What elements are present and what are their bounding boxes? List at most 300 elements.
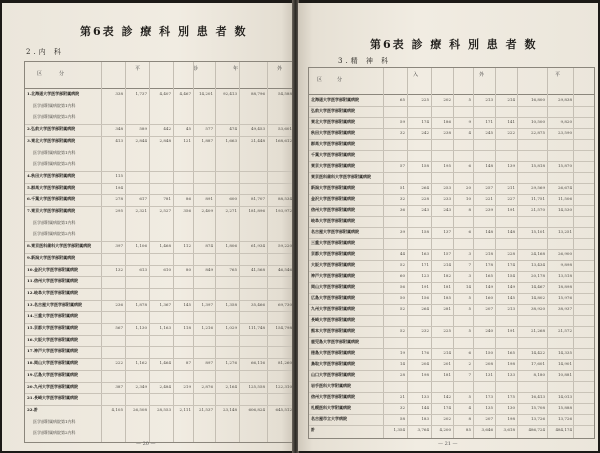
table-cell: 474 bbox=[229, 126, 237, 132]
table-cell: 264 bbox=[421, 306, 429, 311]
row-label: 10.金沢大学医学部附属病院 bbox=[27, 266, 78, 272]
row-label: 17.神戸大学医学部附属病院 bbox=[27, 348, 78, 354]
header-label: 外 bbox=[479, 72, 485, 78]
table-cell bbox=[103, 254, 123, 261]
table-cell bbox=[432, 338, 451, 345]
header-label: 分 bbox=[337, 77, 343, 83]
table-cell: 191 bbox=[421, 284, 429, 289]
table-cell bbox=[216, 219, 237, 226]
table-cell: 157 bbox=[443, 251, 451, 256]
table-cell: 56 bbox=[399, 284, 405, 289]
table-cell: 32 bbox=[399, 130, 405, 135]
table-cell bbox=[385, 173, 405, 180]
table-cell: 15,870 bbox=[558, 163, 572, 168]
table-cell bbox=[150, 418, 171, 425]
table-cell: 765 bbox=[229, 266, 237, 272]
row-label: 弘前大学医学部附属病院 bbox=[311, 108, 355, 113]
header-label: 平 bbox=[135, 66, 141, 72]
table-cell bbox=[150, 429, 171, 436]
table-cell bbox=[126, 336, 147, 343]
header-label: 区 bbox=[37, 71, 43, 77]
table-cell: 44 bbox=[399, 251, 405, 256]
table-cell: 213 bbox=[485, 97, 493, 102]
table-row bbox=[25, 371, 292, 378]
row-label: 9.新潟大学医学部附属病院 bbox=[27, 254, 76, 260]
table-row bbox=[25, 125, 292, 132]
table-cell: 218 bbox=[485, 251, 493, 256]
table-cell bbox=[150, 160, 171, 167]
table-cell bbox=[150, 172, 171, 179]
table-cell: 18,898 bbox=[558, 284, 572, 289]
table-cell bbox=[194, 394, 213, 401]
table-cell bbox=[474, 338, 493, 345]
table-cell bbox=[240, 418, 265, 425]
table-cell: 181 bbox=[443, 372, 451, 377]
table-cell: 15,976 bbox=[558, 295, 572, 300]
table-cell: 15,101 bbox=[531, 229, 545, 234]
table-row bbox=[25, 336, 292, 343]
table-cell bbox=[385, 382, 405, 389]
table-row bbox=[309, 261, 594, 268]
table-cell: 168,612 bbox=[275, 137, 292, 143]
table-row bbox=[25, 184, 292, 191]
table-cell: 2,848 bbox=[159, 137, 171, 143]
table-cell bbox=[408, 239, 429, 246]
table-cell: 204 bbox=[421, 361, 429, 366]
table-cell bbox=[126, 219, 147, 226]
table-cell bbox=[194, 149, 213, 156]
table-cell: 4,467 bbox=[179, 91, 191, 96]
row-label: 信州大学医学部附属病院 bbox=[311, 207, 355, 212]
table-cell: 16,413 bbox=[531, 394, 545, 399]
table-cell: 88,534 bbox=[278, 196, 292, 202]
table-cell: 50 bbox=[399, 295, 405, 300]
table-cell: 165 bbox=[507, 350, 515, 355]
table-cell: 2,349 bbox=[135, 383, 147, 389]
table-row bbox=[309, 327, 594, 334]
table-row bbox=[309, 206, 594, 213]
table-cell bbox=[268, 347, 292, 354]
row-label: 5.群馬大学医学部附属病院 bbox=[27, 184, 76, 190]
table-row bbox=[309, 217, 594, 224]
table-cell: 59 bbox=[399, 119, 405, 124]
table-cell: 281 bbox=[443, 306, 451, 311]
table-cell: 52 bbox=[399, 328, 405, 333]
table-cell: 1,468 bbox=[159, 243, 171, 249]
table-cell: 21,572 bbox=[558, 328, 572, 333]
table-cell: 1,130 bbox=[135, 325, 147, 330]
table-cell: 139 bbox=[507, 163, 515, 168]
header-label: 分 bbox=[59, 71, 65, 77]
table-row bbox=[25, 195, 292, 202]
table-cell bbox=[103, 371, 123, 378]
row-label: 医学部附属病院第1内科 bbox=[33, 102, 76, 108]
row-label: 秋田大学医学部附属病院 bbox=[311, 130, 355, 135]
table-cell bbox=[240, 172, 265, 179]
table-row bbox=[25, 406, 292, 413]
table-cell: 236 bbox=[115, 301, 123, 307]
table-row bbox=[25, 242, 292, 249]
table-cell: 133 bbox=[421, 394, 429, 399]
table-cell: 21,537 bbox=[199, 406, 213, 412]
table-cell: 15,708 bbox=[531, 405, 545, 410]
table-cell: 15,888 bbox=[558, 405, 572, 410]
table-cell: 6 bbox=[468, 229, 471, 234]
table-cell bbox=[126, 418, 147, 425]
row-label: 群馬大学医学部附属病院 bbox=[311, 141, 355, 146]
row-label: 医学部附属病院第2内科 bbox=[33, 430, 76, 436]
table-cell: 1,367 bbox=[159, 301, 171, 307]
table-cell: 1,276 bbox=[225, 360, 237, 366]
row-label: 21.長崎大学医学部附属病院 bbox=[27, 395, 78, 401]
table-cell bbox=[548, 239, 572, 246]
row-label: 鳥取大学医学部附属病院 bbox=[311, 361, 355, 366]
header-label: 診 bbox=[193, 66, 199, 72]
table-cell bbox=[194, 347, 213, 354]
table-row bbox=[309, 305, 594, 312]
table-cell: 92,413 bbox=[223, 91, 237, 96]
table-cell: 118 bbox=[183, 325, 191, 330]
table-cell bbox=[432, 382, 451, 389]
row-label: 信州大学医学部附属病院 bbox=[311, 394, 355, 399]
table-cell: 243 bbox=[443, 207, 451, 212]
left-page-subtitle: 2.内 科 bbox=[26, 48, 64, 56]
table-cell: 52 bbox=[399, 262, 405, 267]
table-cell: 150 bbox=[485, 350, 493, 355]
table-cell bbox=[216, 312, 237, 319]
row-label: 大阪大学医学部附属病院 bbox=[311, 262, 355, 267]
table-cell: 148 bbox=[485, 163, 493, 168]
table-cell: 577 bbox=[205, 126, 213, 132]
table-cell: 891 bbox=[205, 196, 213, 202]
table-cell bbox=[103, 336, 123, 343]
table-cell bbox=[126, 312, 147, 319]
table-cell bbox=[518, 382, 545, 389]
table-cell: 253 bbox=[443, 185, 451, 190]
table-cell: 6 bbox=[468, 350, 471, 355]
table-cell bbox=[194, 172, 213, 179]
table-cell: 133 bbox=[507, 372, 515, 377]
table-cell: 7 bbox=[468, 372, 471, 377]
table-row bbox=[25, 312, 292, 319]
table-cell bbox=[216, 149, 237, 156]
table-cell bbox=[174, 289, 191, 296]
table-cell bbox=[194, 429, 213, 436]
row-label: 岩手医科大学附属病院 bbox=[311, 383, 351, 388]
table-row bbox=[25, 324, 292, 331]
table-cell: 141 bbox=[507, 119, 515, 124]
table-cell: 14 bbox=[399, 361, 405, 366]
table-cell: 606,824 bbox=[248, 406, 265, 412]
table-cell: 14,802 bbox=[531, 295, 545, 300]
table-cell bbox=[103, 219, 123, 226]
table-cell: 257 bbox=[485, 185, 493, 190]
table-cell: 278 bbox=[115, 196, 123, 202]
table-row bbox=[309, 239, 594, 246]
table-cell: 5 bbox=[468, 328, 471, 333]
table-cell: 232 bbox=[421, 328, 429, 333]
table-cell bbox=[432, 151, 451, 158]
table-cell: 7 bbox=[468, 262, 471, 267]
table-cell bbox=[518, 217, 545, 224]
table-cell bbox=[150, 371, 171, 378]
table-cell: 22,875 bbox=[531, 130, 545, 135]
table-cell: 617 bbox=[139, 196, 147, 202]
row-label: 北海道大学医学部附属病院 bbox=[311, 97, 359, 102]
table-cell bbox=[216, 160, 237, 167]
table-cell: 228 bbox=[421, 196, 429, 201]
table-row bbox=[25, 219, 292, 226]
table-cell bbox=[496, 173, 515, 180]
table-cell: 149 bbox=[507, 284, 515, 289]
table-cell bbox=[240, 149, 265, 156]
table-cell: 2,271 bbox=[225, 208, 237, 213]
table-cell bbox=[216, 102, 237, 109]
row-label: 14.三重大学医学部附属病院 bbox=[27, 313, 78, 319]
table-cell: 121 bbox=[183, 137, 191, 143]
row-label: 医学部附属病院第1内科 bbox=[33, 219, 76, 225]
table-cell bbox=[126, 102, 147, 109]
table-cell: 3,764 bbox=[417, 427, 429, 432]
table-cell bbox=[240, 347, 265, 354]
row-label: 新潟大学医学部附属病院 bbox=[311, 185, 355, 190]
table-cell bbox=[240, 230, 265, 237]
table-cell bbox=[150, 289, 171, 296]
table-cell: 219 bbox=[183, 383, 191, 389]
table-cell: 154,798 bbox=[275, 325, 292, 330]
table-cell: 1,663 bbox=[225, 137, 237, 143]
table-cell bbox=[194, 160, 213, 167]
table-cell: 14,422 bbox=[531, 350, 545, 355]
table-cell bbox=[454, 173, 471, 180]
table-cell bbox=[216, 371, 237, 378]
table-cell: 85 bbox=[465, 427, 471, 432]
table-row bbox=[309, 415, 594, 422]
table-cell: 193,972 bbox=[275, 208, 292, 213]
table-cell bbox=[548, 140, 572, 147]
table-cell: 35,466 bbox=[251, 301, 265, 307]
table-cell: 14,335 bbox=[558, 350, 572, 355]
table-cell bbox=[150, 394, 171, 401]
table-cell bbox=[548, 151, 572, 158]
table-cell bbox=[174, 113, 191, 120]
table-cell: 2,844 bbox=[135, 137, 147, 143]
table-cell: 174 bbox=[443, 405, 451, 410]
table-cell: 65 bbox=[399, 97, 405, 102]
table-cell: 11,506 bbox=[558, 196, 572, 201]
table-cell bbox=[174, 394, 191, 401]
table-row bbox=[309, 338, 594, 345]
table-cell: 191 bbox=[507, 328, 515, 333]
table-cell bbox=[174, 347, 191, 354]
table-cell bbox=[216, 394, 237, 401]
table-row bbox=[25, 277, 292, 284]
table-cell bbox=[454, 107, 471, 114]
row-label: 医学部附属病院第1内科 bbox=[33, 418, 76, 424]
table-cell bbox=[150, 336, 171, 343]
table-cell bbox=[174, 312, 191, 319]
table-cell bbox=[474, 173, 493, 180]
table-cell: 8,180 bbox=[533, 372, 545, 377]
table-cell: 135 bbox=[485, 405, 493, 410]
table-cell bbox=[240, 184, 265, 191]
table-cell bbox=[103, 149, 123, 156]
table-cell: 158 bbox=[421, 229, 429, 234]
table-row bbox=[25, 301, 292, 308]
table-row bbox=[25, 113, 292, 120]
table-cell bbox=[216, 254, 237, 261]
table-cell: 2,527 bbox=[159, 208, 171, 213]
table-cell: 21,570 bbox=[531, 207, 545, 212]
table-row bbox=[25, 359, 292, 366]
table-cell bbox=[174, 219, 191, 226]
table-row bbox=[309, 228, 594, 235]
table-cell: 14,201 bbox=[199, 91, 213, 96]
table-cell bbox=[268, 418, 292, 425]
table-cell: 137 bbox=[443, 229, 451, 234]
table-cell bbox=[548, 107, 572, 114]
table-row bbox=[309, 151, 594, 158]
table-cell: 112 bbox=[183, 243, 191, 249]
table-cell: 613 bbox=[139, 266, 147, 272]
table-cell: 57 bbox=[399, 163, 405, 168]
table-cell bbox=[268, 160, 292, 167]
table-cell: 225 bbox=[443, 328, 451, 333]
table-cell bbox=[103, 289, 123, 296]
table-cell bbox=[194, 184, 213, 191]
table-cell bbox=[454, 151, 471, 158]
row-label: 15.京都大学医学部附属病院 bbox=[27, 325, 78, 330]
table-cell: 28,553 bbox=[157, 406, 171, 412]
table-cell: 148 bbox=[485, 229, 493, 234]
table-row bbox=[25, 90, 292, 97]
table-cell: 131 bbox=[485, 372, 493, 377]
table-cell bbox=[268, 371, 292, 378]
table-cell bbox=[240, 254, 265, 261]
table-cell bbox=[474, 107, 493, 114]
table-cell bbox=[216, 184, 237, 191]
table-row bbox=[25, 418, 292, 425]
table-row bbox=[25, 383, 292, 390]
table-cell bbox=[496, 140, 515, 147]
table-cell: 60 bbox=[399, 273, 405, 278]
table-cell: 36 bbox=[399, 207, 405, 212]
table-cell: 207 bbox=[485, 306, 493, 311]
table-cell bbox=[103, 230, 123, 237]
table-cell: 26,900 bbox=[558, 251, 572, 256]
table-cell: 194 bbox=[115, 184, 123, 190]
table-cell bbox=[216, 230, 237, 237]
table-cell bbox=[518, 239, 545, 246]
table-cell: 11,751 bbox=[531, 196, 545, 201]
table-cell bbox=[174, 371, 191, 378]
header-label: 平 bbox=[555, 72, 561, 78]
table-cell bbox=[216, 277, 237, 284]
table-cell bbox=[518, 316, 545, 323]
table-cell: 781 bbox=[163, 196, 171, 202]
table-cell bbox=[103, 347, 123, 354]
table-cell bbox=[194, 113, 213, 120]
table-cell: 1,029 bbox=[225, 325, 237, 330]
table-cell: 32 bbox=[399, 405, 405, 410]
table-cell: 20 bbox=[465, 185, 471, 190]
table-cell: 1,216 bbox=[201, 325, 213, 330]
table-row bbox=[25, 230, 292, 237]
table-cell: 198 bbox=[421, 372, 429, 377]
table-cell bbox=[194, 219, 213, 226]
table-cell bbox=[268, 149, 292, 156]
table-cell: 149 bbox=[485, 284, 493, 289]
table-cell: 38,920 bbox=[531, 306, 545, 311]
table-cell bbox=[174, 429, 191, 436]
table-cell: 225 bbox=[421, 97, 429, 102]
table-cell: 32 bbox=[399, 196, 405, 201]
table-cell: 1,163 bbox=[159, 325, 171, 330]
table-cell bbox=[174, 277, 191, 284]
table-cell bbox=[496, 217, 515, 224]
left-page bbox=[2, 3, 293, 451]
table-cell: 148 bbox=[507, 229, 515, 234]
table-cell: 181 bbox=[443, 284, 451, 289]
left-table-header bbox=[25, 62, 292, 89]
table-cell: 8 bbox=[468, 416, 471, 421]
row-label: 岐阜大学医学部附属病院 bbox=[311, 218, 355, 223]
table-row bbox=[309, 195, 594, 202]
row-label: 20.九州大学医学部附属病院 bbox=[27, 383, 78, 389]
table-cell: 3,646 bbox=[481, 427, 493, 432]
table-cell: 198 bbox=[507, 361, 515, 366]
row-label: 医学部附属病院第1内科 bbox=[33, 149, 76, 155]
table-cell: 13,726 bbox=[531, 416, 545, 421]
table-cell: 26,674 bbox=[558, 185, 572, 190]
table-cell: 10 bbox=[465, 196, 471, 201]
table-cell: 4,105 bbox=[111, 406, 123, 412]
table-cell bbox=[408, 316, 429, 323]
table-cell bbox=[240, 336, 265, 343]
table-cell: 1,806 bbox=[225, 243, 237, 249]
table-row bbox=[309, 404, 594, 411]
table-cell: 2,484 bbox=[159, 383, 171, 389]
table-cell: 242 bbox=[421, 130, 429, 135]
table-cell bbox=[103, 429, 123, 436]
table-cell: 240 bbox=[485, 328, 493, 333]
table-cell: 239 bbox=[485, 207, 493, 212]
table-cell: 2,321 bbox=[135, 208, 147, 213]
table-cell: 21,268 bbox=[531, 328, 545, 333]
left-page-title: 第6表 診 療 科 別 患 者 数 bbox=[80, 25, 248, 38]
table-cell bbox=[126, 149, 147, 156]
table-cell: 51 bbox=[399, 185, 405, 190]
table-cell bbox=[103, 277, 123, 284]
table-cell: 387 bbox=[115, 383, 123, 389]
table-cell: 174 bbox=[421, 119, 429, 124]
table-cell bbox=[454, 338, 471, 345]
table-cell: 26,508 bbox=[133, 406, 147, 412]
table-cell bbox=[518, 338, 545, 345]
table-row bbox=[309, 360, 594, 367]
table-cell: 1,878 bbox=[135, 301, 147, 307]
table-row bbox=[309, 250, 594, 257]
table-cell: 238 bbox=[443, 130, 451, 135]
table-cell bbox=[103, 394, 123, 401]
table-cell bbox=[150, 347, 171, 354]
table-cell: 4,407 bbox=[159, 91, 171, 96]
table-cell: 38,937 bbox=[558, 306, 572, 311]
table-cell bbox=[103, 418, 123, 425]
table-row bbox=[309, 294, 594, 301]
table-cell bbox=[150, 254, 171, 261]
table-cell: 198 bbox=[507, 416, 515, 421]
